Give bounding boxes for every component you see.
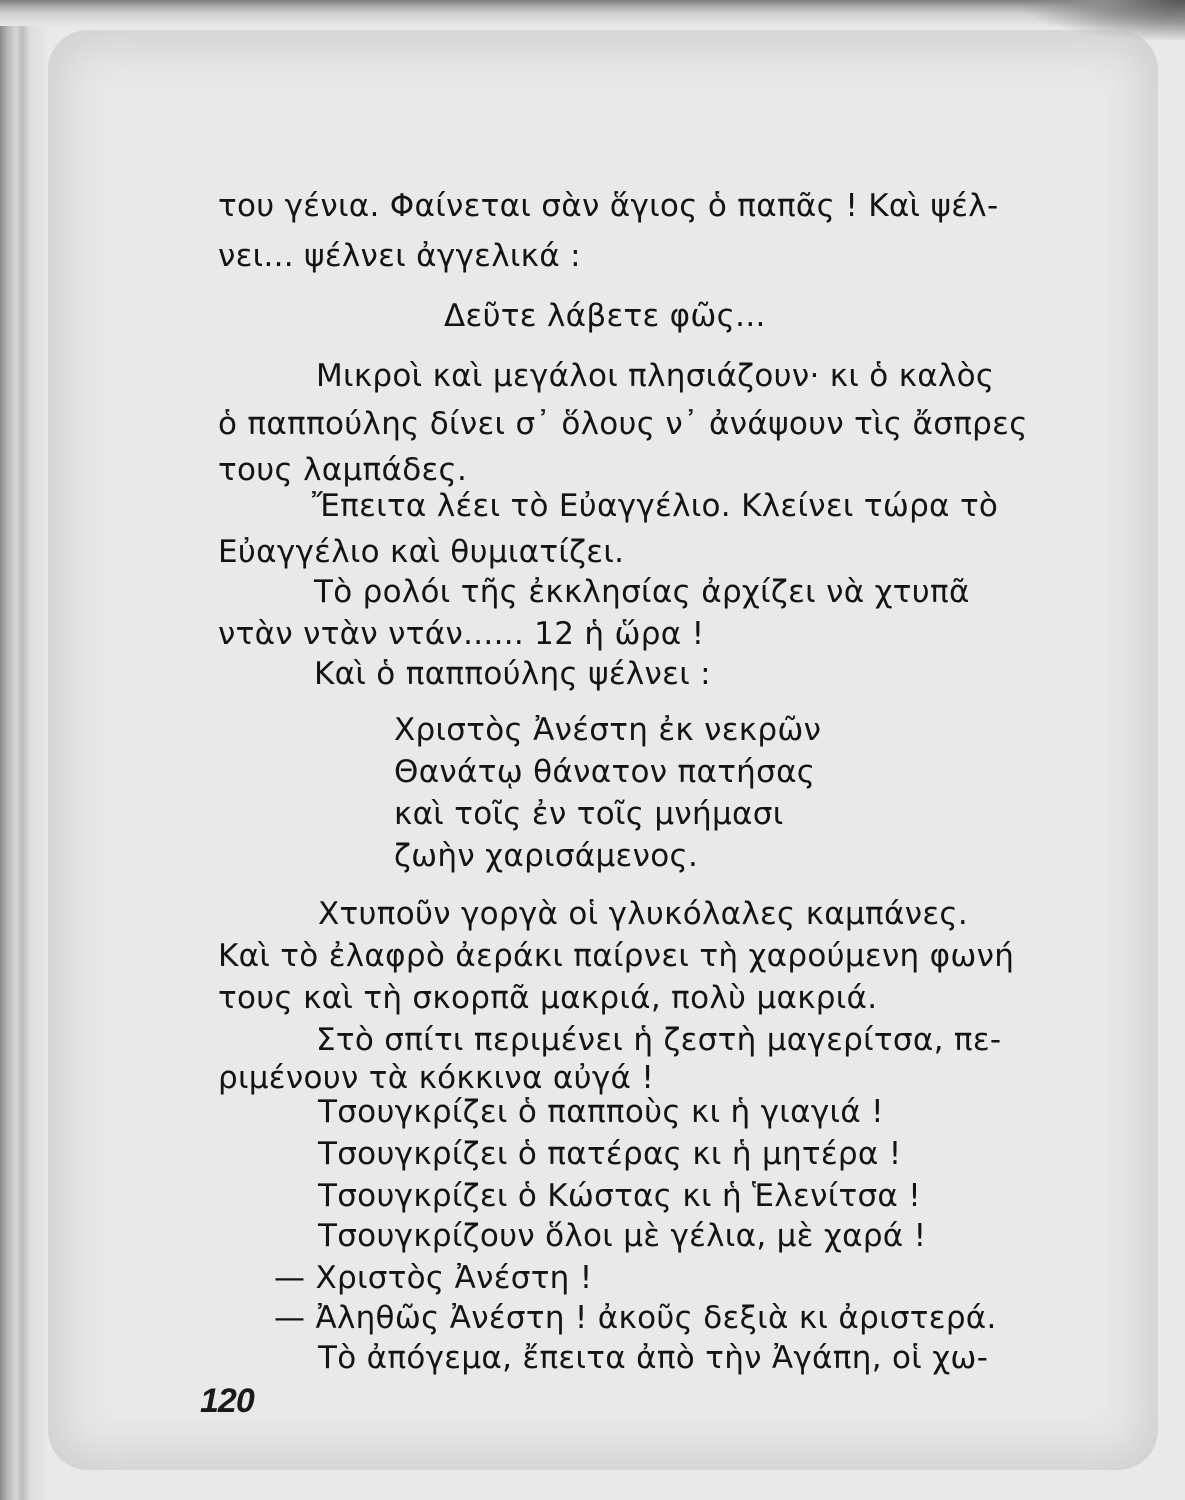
verse-line: Χριστὸς Ἀνέστη ἐκ νεκρῶν [394, 712, 822, 748]
dialogue-line: — Ἀληθῶς Ἀνέστη ! ἀκοῦς δεξιὰ κι ἀριστερά. [274, 1300, 997, 1336]
text-line: Τσουγκρίζει ὁ παπποὺς κι ἡ γιαγιά ! [318, 1094, 884, 1130]
page-corner-shadow [1025, 0, 1185, 40]
text-line: Καὶ ὁ παππούλης ψέλνει : [314, 656, 711, 692]
text-line: Δεῦτε λάβετε φῶς... [444, 298, 766, 334]
text-line: τους καὶ τὴ σκορπᾶ μακριά, πολὺ μακριά. [218, 980, 878, 1016]
text-line: Τὸ ἀπόγεμα, ἔπειτα ἀπὸ τὴν Ἀγάπη, οἱ χω- [318, 1340, 989, 1376]
text-line: τους λαμπάδες. [218, 452, 468, 488]
text-line: Καὶ τὸ ἐλαφρὸ ἀεράκι παίρνει τὴ χαρούμενη φωνή [218, 938, 1015, 974]
text-line: νει... ψέλνει ἀγγελικά : [218, 238, 581, 274]
text-line: Ἔπειτα λέει τὸ Εὐαγγέλιο. Κλείνει τώρα τὸ [312, 488, 999, 524]
text-line: ντὰν ντὰν ντάν...... 12 ἡ ὥρα ! [218, 616, 705, 652]
page-number: 120 [200, 1382, 254, 1420]
verse-line: ζωὴν χαρισάμενος. [394, 838, 699, 874]
text-line: του γένια. Φαίνεται σὰν ἅγιος ὁ παπᾶς ! Καὶ ψέλ- [218, 188, 999, 224]
page-binding-shadow [0, 0, 46, 1500]
text-line: Τσουγκρίζει ὁ πατέρας κι ἡ μητέρα ! [318, 1136, 902, 1172]
text-line: Εὐαγγέλιο καὶ θυμιατίζει. [218, 534, 625, 570]
dialogue-line: — Χριστὸς Ἀνέστη ! [274, 1260, 593, 1296]
verse-line: καὶ τοῖς ἐν τοῖς μνήμασι [394, 796, 784, 832]
text-line: ὁ παππούλης δίνει σ᾽ ὅλους ν᾽ ἀνάψουν τὶς ἄσπρες [218, 406, 1028, 442]
text-line: Τσουγκρίζει ὁ Κώστας κι ἡ Ἑλενίτσα ! [318, 1178, 922, 1214]
verse-line: Θανάτῳ θάνατον πατήσας [394, 754, 816, 790]
text-line: Τσουγκρίζουν ὅλοι μὲ γέλια, μὲ χαρά ! [318, 1218, 927, 1254]
text-line: Μικροὶ καὶ μεγάλοι πλησιάζουν· κι ὁ καλὸς [316, 358, 995, 394]
text-line: Στὸ σπίτι περιμένει ἡ ζεστὴ μαγερίτσα, πε- [316, 1022, 1002, 1058]
text-line: Χτυποῦν γοργὰ οἱ γλυκόλαλες καμπάνες. [318, 896, 969, 932]
page-top-shadow [0, 0, 1185, 26]
text-line: Τὸ ρολόι τῆς ἐκκλησίας ἀρχίζει νὰ χτυπᾶ [314, 574, 970, 610]
text-line: ριμένουν τὰ κόκκινα αὐγά ! [218, 1060, 655, 1096]
